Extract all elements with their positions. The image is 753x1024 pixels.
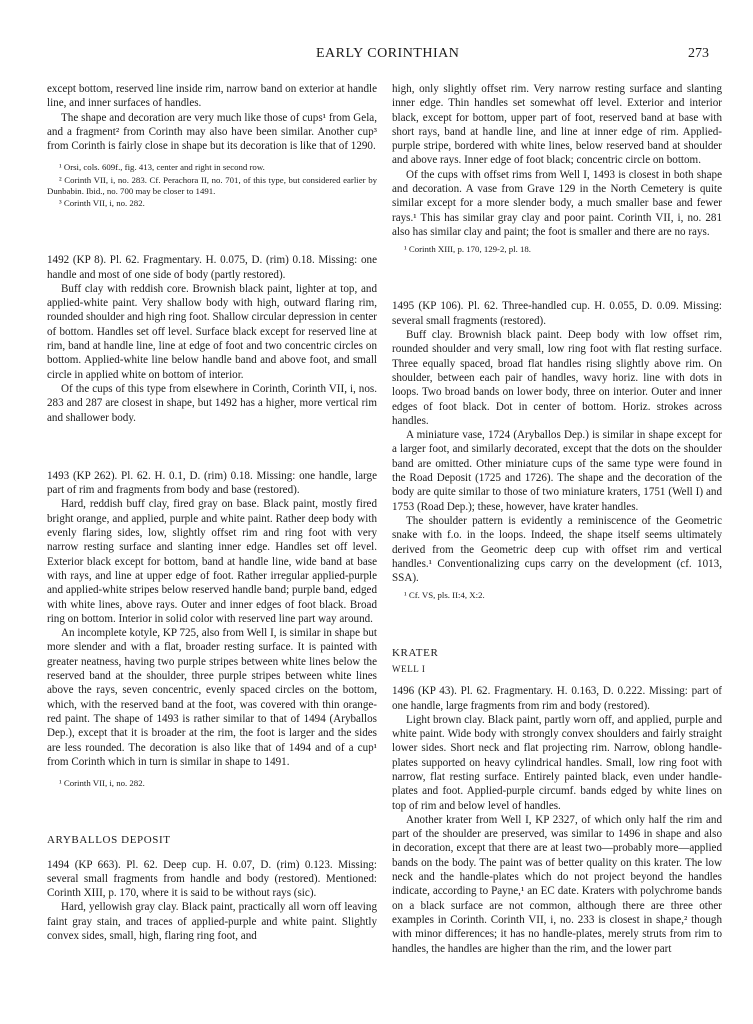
footnote: ¹ Cf. VS, pls. II:4, X:2. (404, 590, 485, 601)
paragraph: high, only slightly offset rim. Very narrow resting surface and slanting inner edge. Thin handles set somewhat off level. Exterior and interior black, except for bottom, upper part of foot, reserved band at base with short rays, band at handle line, and line at inner edge of rim. Applied-purple stripe, bordered with white lines, below reserved band at shoulder and above rays. Inner edge of foot black; concentric circle on bottom. (392, 83, 722, 167)
paragraph: The shape and decoration are very much like those of cups¹ from Gela, and a fragment² from Corinth may also have been similar. Another cup³ from Corinth is fairly close in shape but its decoration is like that of 1290. (47, 111, 377, 153)
footnote: ² Corinth VII, i, no. 283. Cf. Perachora II, no. 701, of this type, but considered earlier by Dunbabin. Ibid., no. 700 may be closer to 1491. (47, 174, 377, 196)
paragraph: except bottom, reserved line inside rim, narrow band on exterior at handle line, and inner surfaces of handles. (47, 83, 377, 110)
footnote: ¹ Corinth XIII, p. 170, 129-2, pl. 18. (404, 244, 532, 255)
catalog-entry-1494-description: Hard, yellowish gray clay. Black paint, practically all worn off leaving faint gray stain, and traces of applied-purple and white paint. Slightly convex sides, small, high, flaring ring foot, and (47, 901, 377, 943)
section-subtitle-well-i: WELL I (392, 663, 426, 674)
running-head: EARLY CORINTHIAN (316, 46, 460, 61)
left-column (47, 82, 377, 943)
page-number: 273 (688, 46, 709, 61)
catalog-entry-1496-description: Light brown clay. Black paint, partly worn off, and applied, purple and white paint. Wide body with strongly convex shoulders and fairly straight lower sides. Short neck and flat projecting rim. Narrow, oblong handle-plates supported on heavy cylindrical handles. Small, low ring foot with narrow, flat resting surface. Entirely painted black, even under handle-plates and foot. Applied-purple circumf. bands edged by white lines on top of rim and below level of handles. (392, 713, 722, 812)
catalog-entry-1495-description: Buff clay. Brownish black paint. Deep body with low offset rim, rounded shoulder and very small, low ring foot with flat resting surface. Three equally spaced, broad flat handles rising slightly above rim. On shoulder, between each pair of handles, wavy horiz. line with dots in loops. Two broad bands on lower body, three on interior. Outer and inner edges of foot black. Dot in center of bottom. Horiz. strokes across handles. (392, 329, 722, 427)
footnote: ¹ Orsi, cols. 609f., fig. 413, center and right in second row. (59, 162, 265, 173)
catalog-entry-1495-commentary: A miniature vase, 1724 (Aryballos Dep.) is similar in shape except for a larger foot, and similarly decorated, except that the dots on the shoulder band are omitted. Other miniature cups of the same type were found in the Road Deposit (1725 and 1726). The shape and the decoration of the body are quite similar to those of two miniature kraters, 1751 (Well I) and 1753 (Road Dep.); these, however, have krater handles. (392, 429, 722, 513)
page-header (0, 46, 753, 66)
footnote: ¹ Corinth VII, i, no. 282. (59, 778, 145, 789)
catalog-entry-1495-heading: 1495 (KP 106). Pl. 62. Three-handled cup. H. 0.055, D. 0.09. Missing: several small fragments (restored). (392, 300, 722, 327)
section-title-krater: KRATER (392, 646, 439, 659)
catalog-entry-1494-heading: 1494 (KP 663). Pl. 62. Deep cup. H. 0.07, D. (rim) 0.123. Missing: several small fragments from handle and body (restored). Mentioned: Corinth XIII, p. 170, where it is said to be without rays (sic). (47, 858, 377, 900)
footnote: ³ Corinth VII, i, no. 282. (59, 198, 145, 209)
catalog-entry-1492-description: Buff clay with reddish core. Brownish black paint, lighter at top, and applied-white paint. Very shallow body with high, outward flaring rim, rounded shoulder and high ring foot. Shallow circular depression in center of bottom. Handles set off level. Surface black except for reserved line at rim, band at handle line, line at edge of foot and two concentric circles on bottom. Applied-white line below handle band and above foot, and small circle in applied white on bottom of interior. (47, 282, 377, 381)
section-title-aryballos-deposit: ARYBALLOS DEPOSIT (47, 834, 171, 847)
catalog-entry-1496-commentary: Another krater from Well I, KP 2327, of which only half the rim and part of the shoulder are preserved, was similar to 1496 in shape and also in decoration, except that there are at least two—probably more—applied bands on the body. The paint was of better quality on this krater. The low neck and the handle-plates which do not project beyond the handles indicate, according to Payne,¹ an EC date. Kraters with polychrome bands on a black surface are not common, although there are three other examples in Corinth. Corinth VII, i, no. 233 is closest in shape,² though with minor differences; it has no handle-plates, merely struts from rim to handles, the handles are higher than the rim, and the lower part (392, 813, 722, 955)
right-column (392, 82, 722, 956)
catalog-entry-1493-commentary: An incomplete kotyle, KP 725, also from Well I, is similar in shape but more slender and with a flat, broader resting surface. It is painted with greater neatness, having two purple stripes between white lines below the reserved band at the shoulder, three purple stripes between white lines above the rays, seven concentric, evenly spaced circles on the bottom, which, with the reserved band at the foot, was covered with thin orange-red paint. The shape of 1493 is rather similar to that of 1494 (Aryballos Dep.), except that it is broader at the rim, the foot is larger and the sides are less rounded. The decoration is also like that of 1494 and of a cup¹ from Corinth which in turn is similar in shape to 1491. (47, 627, 377, 768)
catalog-entry-1493-description: Hard, reddish buff clay, fired gray on base. Black paint, mostly fired bright orange, and applied, purple and white paint. Rather deep body with evenly flaring sides, low, slightly offset rim and ring foot with very narrow resting surface and slanting inner edge. Handles set off level. Exterior black except for bottom, band at handle line, wide band at base with rays, and line at upper edge of foot. Rather irregular applied-purple and applied-white stripes below reserved handle band; purple band, edged with white lines, above rays. Outer and inner edges of foot black. Broad ring on bottom. Interior in solid color with reserved line part way around. (47, 498, 377, 625)
catalog-entry-1492-commentary: Of the cups of this type from elsewhere in Corinth, Corinth VII, i, nos. 283 and 287 are closest in shape, but 1492 has a higher, more vertical rim and shallower body. (47, 382, 377, 424)
paragraph: Of the cups with offset rims from Well I, 1493 is closest in both shape and decoration. A vase from Grave 129 in the North Cemetery is quite similar except for a more slender body, a much smaller base and fewer rays.¹ This has similar gray clay and poor paint. Corinth VII, i, no. 281 also has similar clay and paint; the foot is smaller and there are no rays. (392, 168, 722, 238)
catalog-entry-1496-heading: 1496 (KP 43). Pl. 62. Fragmentary. H. 0.163, D. 0.222. Missing: part of one handle, large fragments from rim and body (restored). (392, 685, 722, 712)
catalog-entry-1492-heading: 1492 (KP 8). Pl. 62. Fragmentary. H. 0.075, D. (rim) 0.18. Missing: one handle and most of one side of body (partly restored). (47, 254, 377, 281)
catalog-entry-1495-commentary: The shoulder pattern is evidently a reminiscence of the Geometric snake with f.o. in the loops. Indeed, the shape itself seems ultimately derived from the Geometric deep cup with offset rim and vertical handles.¹ Conventionalizing cups carry on the development (cf. 1013, SSA). (392, 514, 722, 585)
catalog-entry-1493-heading: 1493 (KP 262). Pl. 62. H. 0.1, D. (rim) 0.18. Missing: one handle, large part of rim and fragments from body and base (restored). (47, 469, 377, 497)
